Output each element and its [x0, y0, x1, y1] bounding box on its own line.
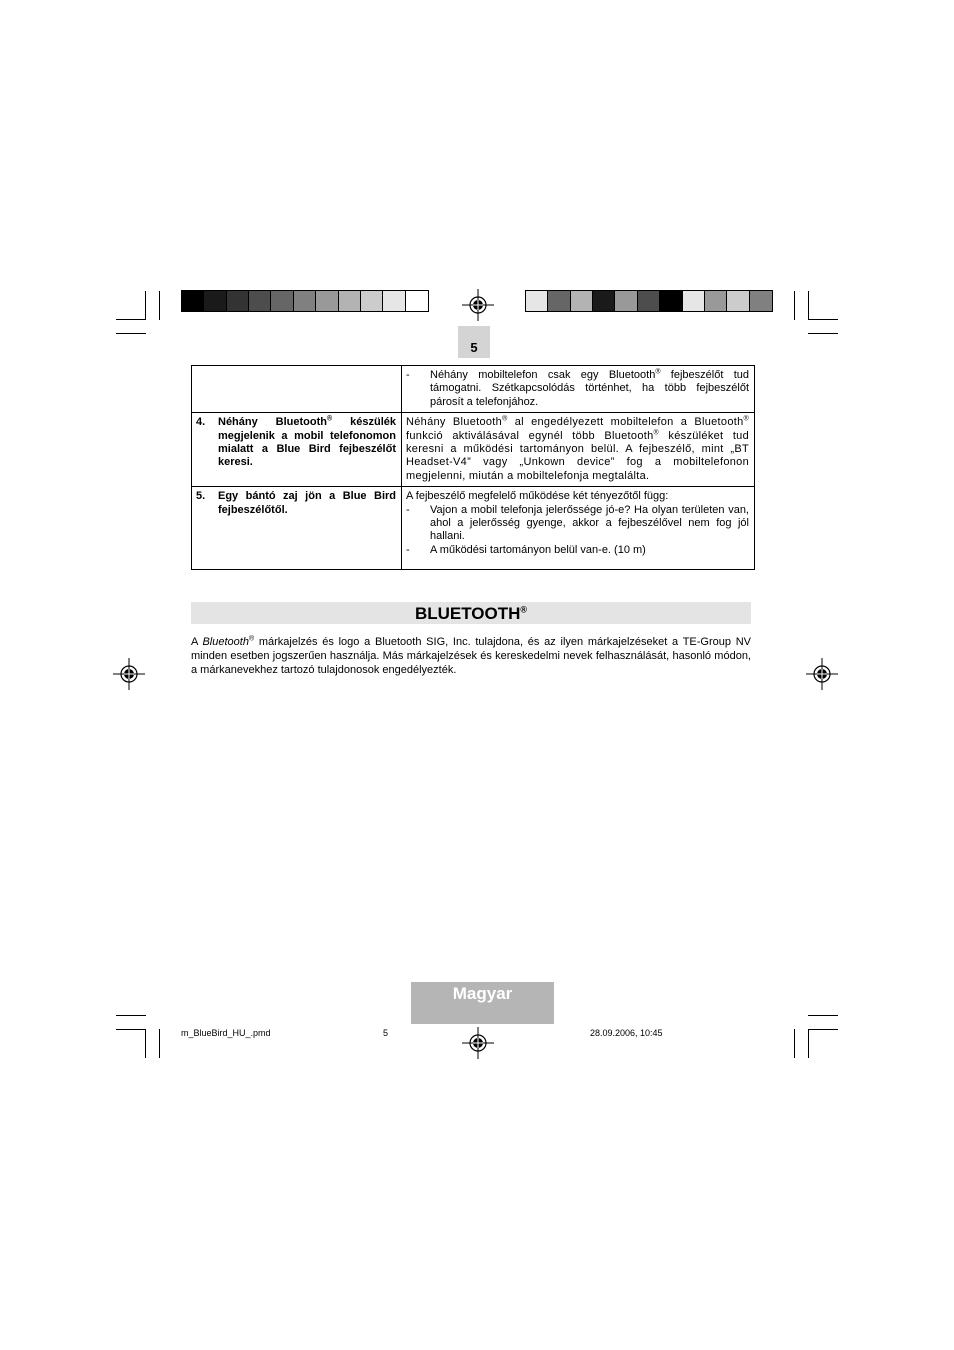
- solution-cell: [402, 487, 755, 570]
- color-swatch: [526, 291, 548, 311]
- crop-mark: [794, 1029, 795, 1058]
- color-swatch: [339, 291, 361, 311]
- color-swatch: [249, 291, 271, 311]
- problem-cell: [192, 487, 402, 570]
- solution-text: Néhány Bluetooth® al engedélyezett mobiltelefon a Bluetooth® funkció aktiválásával egynél több Bluetooth® készüléket tud keresni a működési tartományon belül. A fejbeszélő, mint „BT Headset-V4” vagy „Unkown device” fog a mobiltelefonon megjelenni, miután a mobiltelefonja megtalálta.: [406, 415, 750, 482]
- crop-mark: [808, 319, 838, 320]
- trademark-paragraph: A Bluetooth® márkajelzés és logo a Bluetooth SIG, Inc. tulajdona, és az ilyen márkajelzéseket a TE-Group NV minden esetben jogszerűen használja. Más márkajelzések és kereskedelmi nevek felhasználását, hasonló módon, a márkanevekhez tartozó tulajdonosok engedélyezték.: [191, 635, 751, 676]
- solution-cell: [402, 413, 755, 487]
- solution-intro: A fejbeszélő megfelelő működése két tényezőtől függ:: [406, 490, 669, 503]
- crop-mark: [808, 1015, 838, 1016]
- row-number: 4.: [196, 416, 206, 429]
- color-swatch: [227, 291, 249, 311]
- registration-crosshair-icon: [806, 658, 838, 690]
- crop-mark: [808, 1029, 809, 1058]
- registration-crosshair-icon: [462, 289, 494, 321]
- crop-mark: [159, 1029, 160, 1058]
- color-swatch: [615, 291, 637, 311]
- table-row: [192, 413, 755, 487]
- bullet-dash: -: [406, 369, 410, 381]
- crop-mark: [116, 333, 146, 334]
- color-swatch: [294, 291, 316, 311]
- problem-text: Egy bántó zaj jön a Blue Bird fejbeszélőtől.: [218, 490, 396, 516]
- color-swatch: [683, 291, 705, 311]
- solution-cell: [402, 366, 755, 413]
- color-swatch: [638, 291, 660, 311]
- list-item: [406, 369, 749, 409]
- table-row: [192, 366, 755, 413]
- color-swatch: [548, 291, 570, 311]
- color-calibration-bar-right: [525, 290, 773, 312]
- footer-page: 5: [383, 1028, 389, 1038]
- crop-mark: [116, 1029, 146, 1030]
- list-item: [406, 544, 749, 557]
- row-number: 5.: [196, 490, 206, 503]
- troubleshooting-table: [191, 365, 755, 570]
- color-swatch: [705, 291, 727, 311]
- crop-mark: [159, 291, 160, 320]
- color-swatch: [660, 291, 682, 311]
- color-swatch: [383, 291, 405, 311]
- crop-mark: [116, 319, 146, 320]
- brand-name: Bluetooth: [202, 636, 249, 648]
- language-label: Magyar: [411, 982, 554, 1024]
- color-swatch: [316, 291, 338, 311]
- crop-mark: [808, 291, 809, 320]
- crop-mark: [808, 333, 838, 334]
- color-swatch: [727, 291, 749, 311]
- bullet-dash: -: [406, 503, 410, 516]
- page-number: 5: [458, 326, 490, 358]
- color-calibration-bar-left: [181, 290, 429, 312]
- color-swatch: [406, 291, 428, 311]
- problem-cell: [192, 366, 402, 413]
- problem-text: Néhány Bluetooth® készülék megjelenik a mobil telefonomon mialatt a Blue Bird fejbeszélőt keresi.: [218, 415, 396, 469]
- solution-text: Vajon a mobil telefonja jelerőssége jó-e? Ha olyan területen van, ahol a jelerősség gyenge, akkor a fejbeszélővel nem fog jól hallani.: [430, 503, 749, 543]
- color-swatch: [571, 291, 593, 311]
- crop-mark: [808, 1029, 838, 1030]
- bullet-dash: -: [406, 543, 410, 556]
- color-swatch: [750, 291, 772, 311]
- footer-filename: m_BlueBird_HU_.pmd: [181, 1028, 271, 1038]
- crop-mark: [145, 291, 146, 320]
- registration-crosshair-icon: [113, 658, 145, 690]
- table-row: [192, 487, 755, 570]
- section-heading: BLUETOOTH®: [191, 602, 751, 624]
- crop-mark: [116, 1015, 146, 1016]
- color-swatch: [271, 291, 293, 311]
- crop-mark: [794, 291, 795, 320]
- color-swatch: [593, 291, 615, 311]
- color-swatch: [361, 291, 383, 311]
- problem-cell: [192, 413, 402, 487]
- crop-mark: [145, 1029, 146, 1058]
- registration-crosshair-icon: [462, 1027, 494, 1059]
- color-swatch: [204, 291, 226, 311]
- solution-text: Néhány mobiltelefon csak egy Bluetooth® fejbeszélőt tud támogatni. Szétkapcsolódás történhet, ha több fejbeszélőt párosít a telefonjához.: [430, 368, 749, 408]
- footer-timestamp: 28.09.2006, 10:45: [590, 1028, 663, 1038]
- solution-text: A működési tartományon belül van-e. (10 m): [430, 543, 646, 556]
- color-swatch: [182, 291, 204, 311]
- list-item: [406, 504, 749, 544]
